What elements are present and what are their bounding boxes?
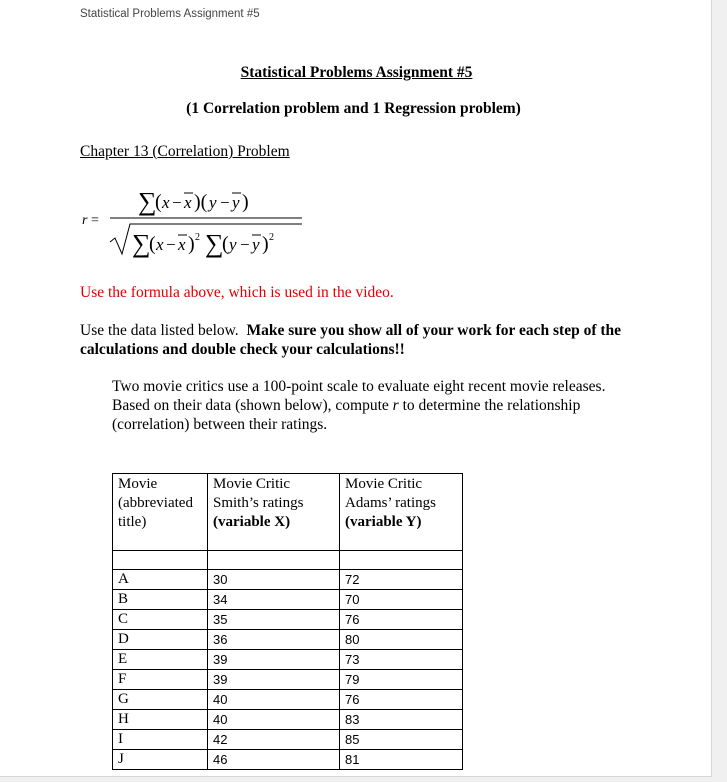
svg-text:−: − bbox=[220, 193, 230, 212]
svg-text:x: x bbox=[162, 193, 170, 212]
table-row: F 39 79 bbox=[113, 670, 463, 690]
chapter-heading: Chapter 13 (Correlation) Problem bbox=[80, 143, 290, 160]
svg-text:x: x bbox=[184, 193, 192, 212]
table-blank-row bbox=[113, 551, 463, 570]
svg-text:=: = bbox=[91, 213, 99, 228]
header-movie: Movie (abbreviated title) bbox=[113, 474, 208, 551]
svg-text:∑: ∑ bbox=[132, 229, 151, 258]
table-row: G 40 76 bbox=[113, 690, 463, 710]
svg-text:∑: ∑ bbox=[138, 187, 157, 216]
svg-text:−: − bbox=[172, 193, 182, 212]
svg-text:)(: )( bbox=[194, 191, 208, 213]
instructions bbox=[80, 321, 640, 359]
svg-text:): ) bbox=[262, 233, 269, 255]
svg-text:−: − bbox=[240, 235, 250, 254]
table-row: J 46 81 bbox=[113, 750, 463, 770]
svg-text:): ) bbox=[242, 191, 249, 213]
svg-text:x: x bbox=[156, 235, 164, 254]
correlation-formula bbox=[80, 180, 320, 260]
subtitle: (1 Correlation problem and 1 Regression problem) bbox=[186, 100, 521, 117]
svg-text:(: ( bbox=[155, 191, 162, 213]
svg-text:2: 2 bbox=[195, 232, 200, 243]
table-row: C 35 76 bbox=[113, 610, 463, 630]
svg-text:(: ( bbox=[222, 233, 229, 255]
instructions-bold: Make sure you show all of your work for each step of the calculations and double check your calculations!! bbox=[80, 322, 622, 358]
svg-text:−: − bbox=[166, 235, 176, 254]
instructions-plain: Use the data listed below. bbox=[80, 322, 239, 339]
svg-text:∑: ∑ bbox=[205, 229, 224, 258]
svg-text:y: y bbox=[229, 235, 237, 254]
ratings-table bbox=[112, 473, 463, 770]
svg-text:r: r bbox=[82, 213, 88, 228]
table-row: I 42 85 bbox=[113, 730, 463, 750]
svg-text:y: y bbox=[209, 193, 217, 212]
table-row: D 36 80 bbox=[113, 630, 463, 650]
svg-text:(: ( bbox=[149, 233, 156, 255]
svg-text:x: x bbox=[178, 235, 186, 254]
table-row: A 30 72 bbox=[113, 570, 463, 590]
formula-note: Use the formula above, which is used in the video. bbox=[80, 284, 394, 301]
svg-text:y: y bbox=[252, 235, 260, 254]
table-row: E 39 73 bbox=[113, 650, 463, 670]
main-title: Statistical Problems Assignment #5 bbox=[240, 64, 473, 81]
svg-text:y: y bbox=[232, 193, 240, 212]
page-header: Statistical Problems Assignment #5 bbox=[80, 8, 260, 20]
svg-text:): ) bbox=[188, 233, 195, 255]
header-adams: Movie Critic Adams’ ratings (variable Y) bbox=[340, 474, 463, 551]
table-row: B 34 70 bbox=[113, 590, 463, 610]
table-row: H 40 83 bbox=[113, 710, 463, 730]
table-header-row bbox=[113, 474, 463, 551]
svg-text:2: 2 bbox=[269, 232, 274, 243]
r-variable: r bbox=[392, 397, 399, 414]
problem-scenario: Two movie critics use a 100-point scale to evaluate eight recent movie releases. Based on their data (shown below), compute r to determine the relationship (correlation) between their ratings. bbox=[112, 378, 606, 433]
formula-graphic bbox=[80, 180, 320, 260]
header-smith: Movie Critic Smith’s ratings (variable X) bbox=[208, 474, 340, 551]
